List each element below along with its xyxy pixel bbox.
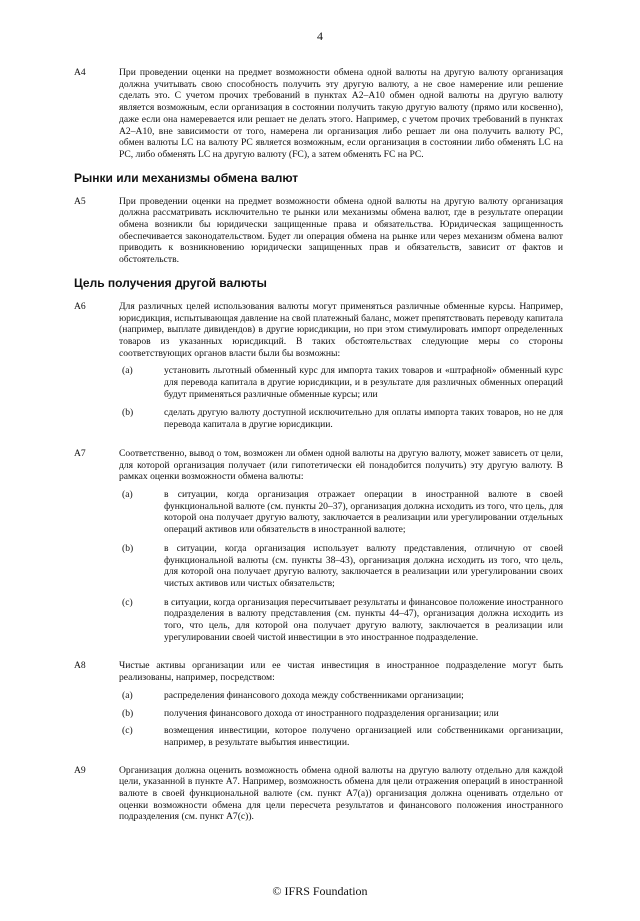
item-text: сделать другую валюту доступной исключительно для оплаты импорта таких товаров, но не для перевода капитала в другие юрисдикции. xyxy=(164,407,563,431)
item-list xyxy=(119,365,563,431)
paragraph-a6 xyxy=(74,301,563,438)
paragraph-number: А7 xyxy=(74,447,86,459)
item-text: в ситуации, когда организация пересчитывает результаты и финансовое положение иностранного подразделения в валюту представления (см. пункты 44–47), организация должна исходить из того, что цель, для которой она получает другую валюту, заключается в реализации или урегулировании своей чистой инвестиции в это иностранное подразделение. xyxy=(164,596,563,643)
item-label: (b) xyxy=(122,542,134,554)
list-item xyxy=(119,489,563,536)
list-item xyxy=(119,690,563,702)
section-heading-exchange-markets: Рынки или механизмы обмена валют xyxy=(74,170,299,185)
paragraph-number: А6 xyxy=(74,300,86,312)
item-label: (а) xyxy=(122,365,133,377)
item-text: в ситуации, когда организация отражает операции в иностранной валюте в своей функциональной валюте (см. пункты 20–37), организация должна исходить из того, что цель, для которой она получает другую валюту, заключается в реализации или урегулировании отдельных операций активов или обязательств в иностранной валюте; xyxy=(164,488,563,536)
page-number: 4 xyxy=(317,29,323,43)
paragraph-text: При проведении оценки на предмет возможности обмена одной валюты на другую валюту организация должна учитывать свою способность получить эту другую валюту, а не свое намерение или решение сделать это. С учетом прочих требований в пунктах А2–А10 обмен одной валюты на другую валюту является возможным, если организация в состоянии получить такую другую валюту (прямо или косвенно), даже если она намеревается или решает не делать этого. Например, с учетом прочих требований в пунктах А2–А10, вне зависимости от того, намерена ли организация либо решает ли она получить валюту PC, обмен валюты LC на валюту PC является возможным, если организация в состоянии либо обменять LC на PC, либо обменять LC на другую валюту (FC), а затем обменять FC на PC. xyxy=(119,67,563,160)
paragraph-text: Чистые активы организации или ее чистая инвестиция в иностранное подразделение могут быть реализованы, например, посредством: xyxy=(119,660,563,684)
paragraph-text: При проведении оценки на предмет возможности обмена одной валюты на другую валюту организация должна рассматривать исключительно те рынки или механизмы обмена валют, где в результате операции обмена возникли бы юридически защищенные права и обязательства. Юридическая защищенность обеспечивается законодательством. Будет ли операция обмена на рынке или через механизм обмена валют приводить к возникновению юридически защищенных прав и обязательств, зависит от фактов и обстоятельств. xyxy=(119,195,563,266)
paragraph-number: А5 xyxy=(74,195,86,207)
list-item xyxy=(119,407,563,430)
paragraph-a7 xyxy=(74,448,563,651)
paragraph-number: А8 xyxy=(74,660,86,672)
item-label: (а) xyxy=(122,689,133,701)
paragraph-number: А9 xyxy=(74,764,86,776)
section-heading-purpose: Цель получения другой валюты xyxy=(74,275,267,290)
item-text: распределения финансового дохода между собственниками организации; xyxy=(164,689,464,701)
paragraph-a5 xyxy=(74,196,563,266)
item-list xyxy=(119,489,563,643)
list-item xyxy=(119,708,563,720)
paragraph-text: Соответственно, вывод о том, возможен ли обмен одной валюты на другую валюту, может зависеть от цели, для которой организация получает (или гипотетически ей понадобится получить) эту другую валюту. В рамках оценки возможности обмена валюты: xyxy=(119,447,563,483)
item-text: в ситуации, когда организация использует валюту представления, отличную от своей функциональной валюты (см. пункты 38–43), организация должна исходить из того, что цель, для которой она получает другую валюту, заключается в реализации или урегулировании своих чистых активов или чистых обязательств; xyxy=(164,542,563,589)
item-text: установить льготный обменный курс для импорта таких товаров и «штрафной» обменный курс для перевода капитала в другие юрисдикции, и в результате для различных обменных операций будут применяться различные обменные курсы; или xyxy=(164,365,563,400)
paragraph-a9 xyxy=(74,765,563,824)
item-label: (а) xyxy=(122,488,133,500)
paragraph-a4 xyxy=(74,67,563,161)
footer-copyright: © IFRS Foundation xyxy=(272,884,368,898)
item-label: (b) xyxy=(122,707,134,719)
list-item xyxy=(119,543,563,590)
list-item xyxy=(119,597,563,644)
item-label: (b) xyxy=(122,407,134,419)
list-item xyxy=(119,365,563,400)
item-label: (c) xyxy=(122,596,133,608)
paragraph-text: Для различных целей использования валюты могут применяться различные обменные курсы. Например, юрисдикция, испытывающая давление на свой платежный баланс, может препятствовать переводу капитала (например, выплате дивидендов) в другие юрисдикции, но при этом стимулировать импорт определенных товаров из указанных юрисдикций. В таких обстоятельствах следующие меры со стороны соответствующих органов власти были бы возможны: xyxy=(119,300,563,359)
item-text: получения финансового дохода от иностранного подразделения организации; или xyxy=(164,707,499,719)
paragraph-text: Организация должна оценить возможность обмена одной валюты на другую валюту отдельно для каждой цели, указанной в пункте А7. Например, возможность обмена для цели отражения операций в иностранной валюте в своей функциональной валюте (см. пункт А7(а)) организация должна оценивать отдельно от оценки возможности обмена для цели пересчета результатов и финансового положения иностранного подразделения (см. пункт А7(с)). xyxy=(119,764,563,823)
item-list xyxy=(119,690,563,749)
document-body xyxy=(74,67,563,833)
paragraph-number: A4 xyxy=(74,67,86,78)
paragraph-a8 xyxy=(74,660,563,754)
item-text: возмещения инвестиции, которое получено организацией или собственниками организации, например, в результате выбытия инвестиции. xyxy=(164,725,563,748)
item-label: (c) xyxy=(122,725,133,737)
list-item xyxy=(119,725,563,748)
